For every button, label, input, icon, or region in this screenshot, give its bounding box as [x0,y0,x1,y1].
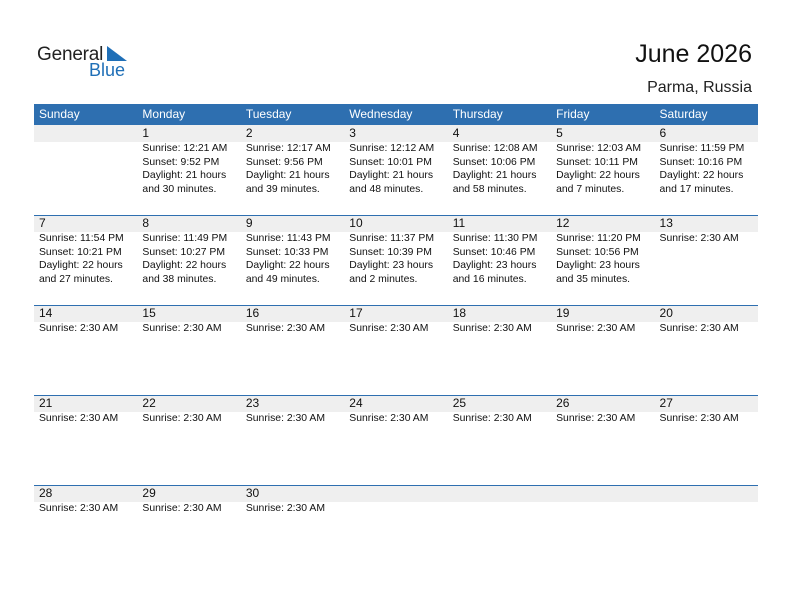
sun-info-line: Sunrise: 11:43 PM [245,233,331,244]
weekday-thursday: Thursday [452,107,503,121]
sun-info-line: Sunset: 10:06 PM [452,156,536,168]
sun-info-line: Sunrise: 2:30 AM [349,413,429,424]
sun-info-line: Daylight: 21 hours [142,170,227,181]
day-number: 23 [245,396,260,410]
location-label: Parma, Russia [647,79,752,96]
sun-info-line: and 49 minutes. [245,273,320,285]
sun-info-line: Daylight: 22 hours [556,170,640,181]
day-number: 6 [659,126,667,140]
weekday-monday: Monday [142,107,186,121]
sun-info-line: Sunrise: 12:08 AM [452,143,538,154]
sun-info-line: Sunrise: 2:30 AM [245,413,325,424]
sun-info-line: and 39 minutes. [245,183,320,195]
sun-info-line: Sunrise: 12:03 AM [556,143,642,154]
day-number: 29 [142,486,156,500]
day-cell [448,305,551,395]
day-cell [137,125,240,215]
sun-info-line: Daylight: 21 hours [245,170,330,181]
sun-info-line: Sunrise: 2:30 AM [659,233,739,244]
week-row [34,125,758,215]
day-cell [344,215,447,305]
sun-info-line: Sunrise: 2:30 AM [349,323,429,334]
week-row [34,305,758,395]
day-number: 3 [349,126,356,140]
day-cell [655,305,758,395]
sun-info-line: and 2 minutes. [349,273,418,285]
week-days [34,395,758,485]
sun-info-line: Sunrise: 2:30 AM [452,413,532,424]
sun-info-line: Sunrise: 12:21 AM [142,143,228,154]
sun-info-line: and 38 minutes. [142,273,217,285]
sun-info-line: Sunrise: 11:37 PM [349,233,434,244]
sun-info-line: and 48 minutes. [349,183,424,195]
sun-info-line: and 7 minutes. [556,183,625,195]
sun-info-line: Sunrise: 2:30 AM [245,323,325,334]
sun-info-line: Sunrise: 11:59 PM [659,143,745,154]
sun-info-line: Sunset: 10:27 PM [142,246,226,258]
day-cell [137,395,240,485]
sun-info-line: Sunrise: 11:30 PM [452,233,538,244]
day-cell [344,395,447,485]
sun-info-line: Daylight: 21 hours [349,170,434,181]
sun-info-line: Sunrise: 2:30 AM [659,323,739,334]
logo-general-text: General [37,44,104,65]
sun-info-line: and 27 minutes. [39,273,113,285]
sun-info-line: and 16 minutes. [452,273,527,285]
day-cell [448,125,551,215]
sun-info-line: Sunset: 9:56 PM [245,156,323,168]
sun-info-line: Sunrise: 11:20 PM [556,233,641,244]
day-number: 15 [142,306,156,320]
day-cell [137,485,240,575]
day-cell [551,395,654,485]
day-cell [34,215,137,305]
day-cell [34,305,137,395]
day-number: 24 [349,396,363,410]
day-number: 9 [245,216,253,230]
sun-info-line: Sunrise: 2:30 AM [39,503,119,514]
sun-info-line: Sunrise: 2:30 AM [142,413,222,424]
day-number [453,485,551,502]
sun-info-line: Sunrise: 2:30 AM [39,323,119,334]
weekday-tuesday: Tuesday [245,107,292,121]
sun-info-line: Sunrise: 2:30 AM [142,323,222,334]
day-cell [448,395,551,485]
sun-info-line: Sunrise: 11:49 PM [142,233,228,244]
week-row [34,215,758,305]
logo-blue-text: Blue [89,60,126,80]
week-days [34,215,758,305]
day-number: 17 [349,306,363,320]
sun-info-line: Daylight: 23 hours [452,260,537,271]
weekday-wednesday: Wednesday [349,107,413,121]
weekday-header [34,104,758,125]
sun-info-line: and 35 minutes. [556,273,631,285]
week-days [34,125,758,215]
sun-info-line: Sunset: 10:56 PM [556,246,639,258]
sun-info-line: Sunrise: 12:12 AM [349,143,435,154]
sun-info-line: Sunrise: 2:30 AM [142,503,222,514]
day-number: 2 [245,126,253,140]
day-cell [655,125,758,215]
day-cell [34,125,137,215]
sun-info-line: Sunset: 10:01 PM [349,156,432,168]
sun-info-line: and 17 minutes. [659,183,734,195]
day-cell [551,305,654,395]
sun-info-line: Sunset: 10:11 PM [556,156,638,168]
weekday-sunday: Sunday [39,107,80,121]
day-number: 30 [245,486,260,500]
sun-info-line: Daylight: 22 hours [142,260,227,271]
week-days [34,305,758,395]
sun-info-line: Sunset: 10:16 PM [659,156,743,168]
day-number: 22 [142,396,156,410]
weeks-container [34,125,758,575]
day-number: 12 [556,216,570,230]
sun-info-line: Sunrise: 11:54 PM [39,233,124,244]
sun-info-line: Sunrise: 2:30 AM [659,413,739,424]
sun-info-line: Sunset: 10:39 PM [349,246,432,258]
sun-info-line: Daylight: 23 hours [556,260,640,271]
day-cell [137,215,240,305]
day-cell [344,125,447,215]
sun-info-line: Sunrise: 2:30 AM [245,503,325,514]
day-number: 14 [39,306,53,320]
day-cell [344,485,447,575]
sun-info-line: Sunset: 10:46 PM [452,246,536,258]
logo [37,42,137,82]
day-cell [34,485,137,575]
weekday-friday: Friday [556,107,590,121]
day-cell [241,305,344,395]
week-row [34,485,758,575]
day-number: 21 [39,396,53,410]
day-cell [241,395,344,485]
day-number: 4 [452,126,460,140]
day-number: 20 [659,306,673,320]
sun-info-line: and 30 minutes. [142,183,217,195]
day-number: 7 [39,216,46,230]
sun-info-line: Sunset: 9:52 PM [142,156,220,168]
sun-info-line: Sunset: 10:21 PM [39,246,122,258]
day-number: 1 [142,126,150,140]
day-number: 19 [556,306,570,320]
week-days [34,485,758,575]
day-number: 27 [659,396,673,410]
day-number [39,125,137,142]
day-cell [655,485,758,575]
day-cell [551,125,654,215]
day-cell [448,215,551,305]
sun-info-line: Daylight: 23 hours [349,260,434,271]
week-row [34,395,758,485]
weekday-saturday: Saturday [659,107,708,121]
sun-info-line: and 58 minutes. [452,183,527,195]
day-cell [137,305,240,395]
day-number: 11 [452,216,466,230]
day-number: 25 [452,396,467,410]
day-cell [344,305,447,395]
day-cell [241,485,344,575]
page-title: June 2026 [635,40,752,68]
day-number: 13 [659,216,673,230]
sun-info-line: Sunrise: 2:30 AM [556,323,636,334]
day-number [556,485,654,502]
day-number: 5 [556,126,563,140]
sun-info-line: Daylight: 22 hours [245,260,330,271]
calendar [34,104,758,575]
sun-info-line: Daylight: 22 hours [659,170,744,181]
sun-info-line: Sunrise: 12:17 AM [245,143,331,154]
day-cell [241,125,344,215]
day-cell [241,215,344,305]
sun-info-line: Sunrise: 2:30 AM [39,413,119,424]
day-number: 18 [452,306,467,320]
sun-info-line: Sunset: 10:33 PM [245,246,329,258]
day-cell [655,215,758,305]
day-number: 28 [39,486,53,500]
day-cell [551,215,654,305]
day-cell [551,485,654,575]
day-number: 10 [349,216,363,230]
day-number [349,485,447,502]
sun-info-line: Sunrise: 2:30 AM [556,413,636,424]
day-cell [448,485,551,575]
day-number: 16 [245,306,260,320]
day-number: 26 [556,396,570,410]
sun-info-line: Sunrise: 2:30 AM [452,323,532,334]
day-cell [655,395,758,485]
day-number: 8 [142,216,150,230]
sun-info-line: Daylight: 22 hours [39,260,123,271]
day-cell [34,395,137,485]
day-number [660,485,758,502]
sun-info-line: Daylight: 21 hours [452,170,537,181]
